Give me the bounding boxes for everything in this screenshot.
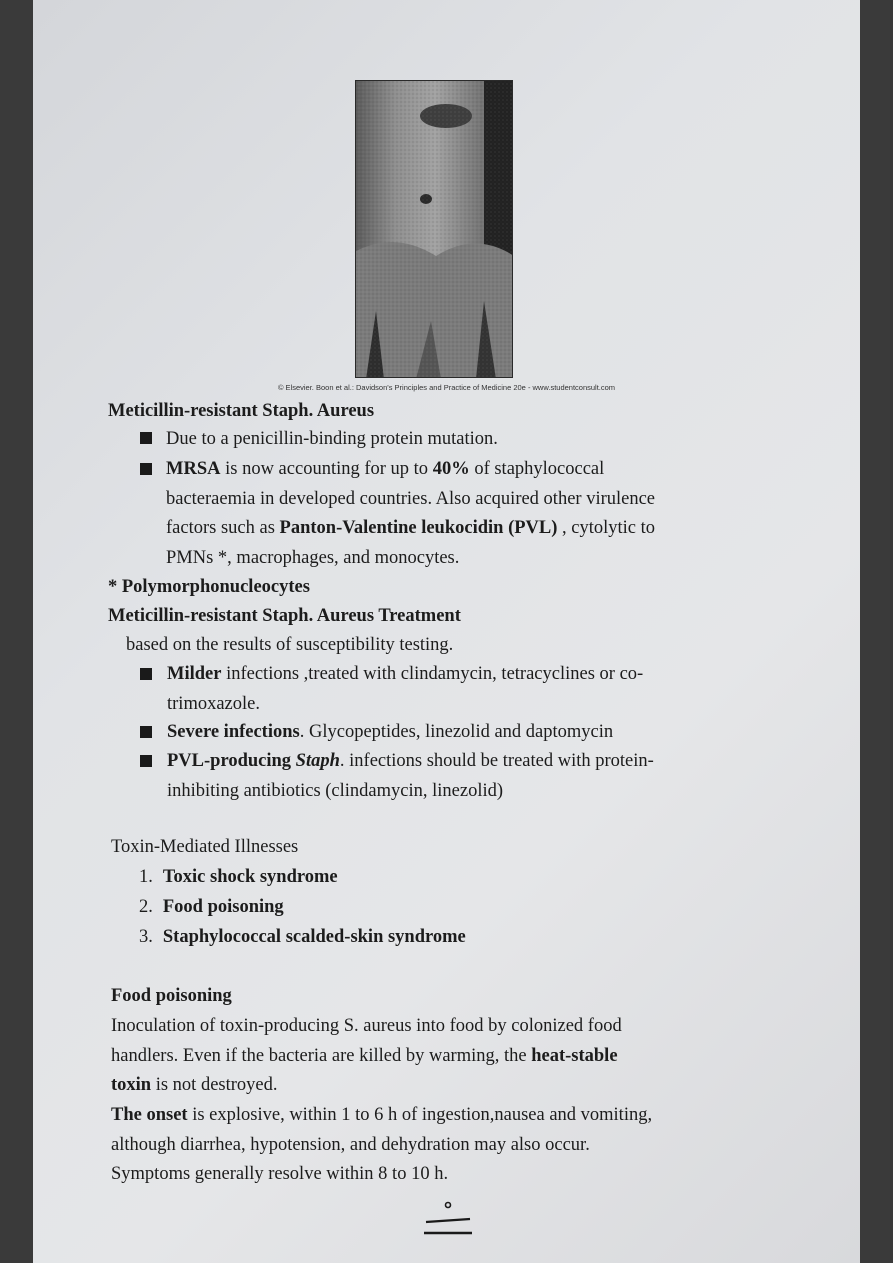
percent-value: 40%	[432, 459, 470, 479]
list-number: 2.	[139, 897, 153, 917]
treatment-item-3-line-1	[167, 752, 654, 771]
pvl-producing-term: PVL-producing	[167, 751, 296, 771]
food-heading: Food poisoning	[111, 986, 232, 1006]
food-p2-line-2: although diarrhea, hypotension, and dehydration may also occur.	[111, 1135, 590, 1155]
severe-term: Severe infections	[167, 722, 300, 742]
figure-caption: © Elsevier. Boon et al.: Davidson's Principles and Practice of Medicine 20e - www.studentconsult.com	[277, 383, 616, 392]
food-p2-line-1	[111, 1106, 652, 1125]
treatment-heading: Meticillin-resistant Staph. Aureus Treatment	[108, 606, 461, 626]
mrsa-bullet-2-line-4: PMNs *, macrophages, and monocytes.	[166, 548, 460, 568]
text-run: infections ,treated with clindamycin, tetracyclines or co-	[221, 664, 644, 684]
food-p2-line-3: Symptoms generally resolve within 8 to 10 h.	[111, 1164, 449, 1184]
text-run: . infections should be treated with protein-	[339, 751, 654, 771]
text-run: handlers. Even if the bacteria are killed by warming, the	[111, 1046, 532, 1066]
document-page	[33, 0, 860, 1263]
text-run: factors such as	[166, 518, 280, 538]
text-run: is explosive, within 1 to 6 h of ingestion,nausea and vomiting,	[187, 1105, 653, 1125]
text-run: is now accounting for up to	[220, 459, 433, 479]
toxin-term: toxin	[111, 1075, 152, 1095]
mrsa-bullet-2-line-2: bacteraemia in developed countries. Also acquired other virulence	[166, 489, 656, 509]
list-number: 3.	[139, 927, 153, 947]
treatment-item-1-line-1	[167, 665, 643, 684]
bullet-square	[140, 432, 152, 444]
text-run: is not destroyed.	[151, 1075, 278, 1095]
list-label: Toxic shock syndrome	[162, 867, 338, 887]
toxin-item-1	[139, 868, 338, 887]
food-p1-line-3	[111, 1076, 278, 1095]
clinical-photo	[355, 80, 513, 378]
footnote: * Polymorphonucleocytes	[108, 577, 310, 597]
food-p1-line-1: Inoculation of toxin-producing S. aureus into food by colonized food	[111, 1016, 622, 1036]
onset-term: The onset	[111, 1105, 188, 1125]
list-number: 1.	[139, 867, 153, 887]
food-p1-line-2	[111, 1047, 618, 1066]
bullet-square	[140, 463, 152, 475]
toxin-item-2	[139, 898, 284, 917]
list-label: Food poisoning	[162, 897, 284, 917]
treatment-item-3-line-2: inhibiting antibiotics (clindamycin, linezolid)	[167, 781, 504, 801]
treatment-item-2	[167, 723, 613, 742]
mrsa-bullet-2-line-1	[166, 460, 604, 479]
text-run: of staphylococcal	[469, 459, 605, 479]
mrsa-term: MRSA	[166, 459, 221, 479]
bullet-square	[140, 755, 152, 767]
bullet-square	[140, 726, 152, 738]
milder-term: Milder	[167, 664, 222, 684]
text-run: , cytolytic to	[557, 518, 656, 538]
toxin-heading: Toxin-Mediated Illnesses	[111, 837, 299, 857]
text-run: . Glycopeptides, linezolid and daptomycin	[299, 722, 614, 742]
list-label: Staphylococcal scalded-skin syndrome	[162, 927, 466, 947]
staph-term: Staph	[295, 751, 340, 771]
heat-stable-term: heat-stable	[531, 1046, 618, 1066]
treatment-intro: based on the results of susceptibility testing.	[126, 635, 454, 655]
mrsa-bullet-2-line-3	[166, 519, 655, 538]
toxin-item-3	[139, 928, 466, 947]
page-end-mark	[418, 1198, 478, 1243]
mrsa-bullet-1: Due to a penicillin-binding protein mutation.	[166, 429, 498, 449]
treatment-item-1-line-2: trimoxazole.	[167, 694, 260, 714]
pvl-term: Panton-Valentine leukocidin (PVL)	[279, 518, 558, 538]
clinical-photo-illustration	[356, 81, 513, 378]
mrsa-heading: Meticillin-resistant Staph. Aureus	[108, 401, 375, 421]
bullet-square	[140, 668, 152, 680]
